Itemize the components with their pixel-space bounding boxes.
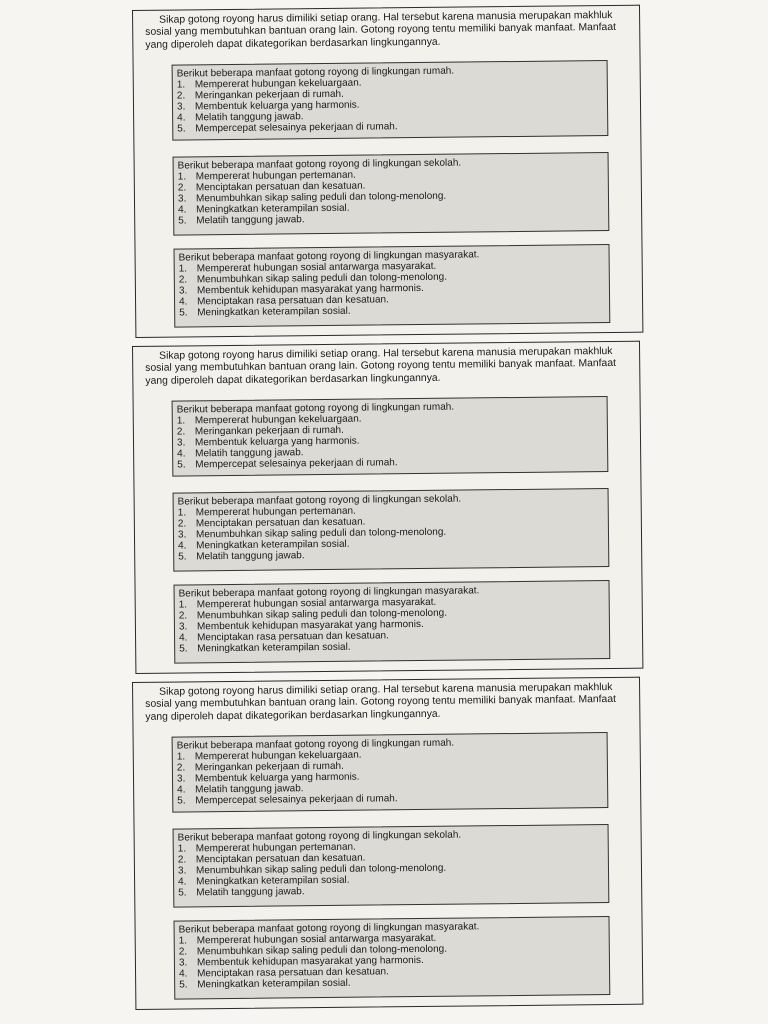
item-number: 1. (178, 599, 188, 611)
school-benefits-title: Berikut beberapa manfaat gotong royong di lingkungan sekolah. (177, 829, 462, 844)
home-benefits-title: Berikut beberapa manfaat gotong royong di lingkungan rumah. (176, 737, 455, 752)
item-number: 3. (178, 621, 188, 633)
item-text: Membentuk keluarga yang harmonis. (194, 99, 360, 113)
home-benefits-box (172, 60, 609, 141)
item-number: 2. (178, 946, 188, 958)
item-number: 2. (177, 518, 187, 530)
home-benefits-list (177, 747, 602, 806)
item-number: 2. (176, 762, 186, 774)
item-number: 1. (178, 263, 188, 275)
intro-paragraph: Sikap gotong royong harus dimiliki setiap orang. Hal tersebut karena manusia merupakan makhluk sosial yang membutuhkan bantuan orang lain. Gotong royong tentu memiliki banyak manfaat. Manfaat yang diperoleh dapat dikategorikan berdasarkan lingkungannya. (145, 681, 617, 723)
home-benefits-box (172, 396, 609, 477)
item-text: Mempererat hubungan sosial antarwarga masyarakat. (196, 596, 437, 611)
item-text: Mempercepat selesainya pekerjaan di rumah. (195, 457, 398, 471)
home-benefits-list (177, 75, 602, 134)
item-text: Menumbuhkan sikap saling peduli dan tolong-menolong. (195, 526, 447, 541)
item-number: 1. (176, 415, 186, 427)
item-number: 5. (178, 551, 187, 563)
item-number: 2. (176, 426, 186, 438)
item-text: Membentuk keluarga yang harmonis. (194, 435, 360, 449)
worksheet-card-3 (132, 677, 643, 1010)
community-benefits-title: Berikut beberapa manfaat gotong royong di lingkungan masyarakat. (178, 585, 480, 600)
item-number: 3. (177, 865, 187, 877)
item-text: Mempererat hubungan pertemanan. (195, 505, 356, 519)
worksheet-card-1 (132, 5, 643, 338)
community-benefits-box (174, 244, 611, 328)
item-text: Mempererat hubungan kekeluargaan. (194, 749, 362, 763)
home-benefits-title: Berikut beberapa manfaat gotong royong di lingkungan rumah. (176, 401, 455, 416)
item-text: Melatih tanggung jawab. (196, 214, 305, 227)
item-text: Mempererat hubungan pertemanan. (195, 169, 356, 183)
community-benefits-list (179, 931, 604, 990)
item-number: 1. (177, 507, 187, 519)
item-text: Mempercepat selesainya pekerjaan di rumah. (195, 121, 398, 135)
item-number: 3. (176, 773, 186, 785)
item-text: Meningkatkan keterampilan sosial. (197, 641, 351, 655)
item-number: 3. (177, 529, 187, 541)
item-number: 4. (177, 448, 186, 460)
item-number: 3. (176, 101, 186, 113)
item-text: Meningkatkan keterampilan sosial. (196, 202, 350, 216)
item-text: Mempercepat selesainya pekerjaan di rumah. (195, 793, 398, 807)
item-number: 5. (179, 307, 188, 319)
item-number: 3. (177, 193, 187, 205)
school-benefits-box (173, 824, 610, 908)
item-number: 4. (178, 204, 187, 216)
item-number: 5. (178, 887, 187, 899)
community-benefits-box (174, 580, 611, 664)
item-text: Menciptakan rasa persatuan dan kesatuan. (197, 966, 389, 980)
item-text: Mempererat hubungan kekeluargaan. (194, 77, 362, 91)
item-text: Meringankan pekerjaan di rumah. (194, 424, 344, 438)
school-benefits-list (178, 503, 603, 562)
school-benefits-title: Berikut beberapa manfaat gotong royong di lingkungan sekolah. (177, 493, 462, 508)
item-text: Menciptakan persatuan dan kesatuan. (195, 180, 366, 194)
home-benefits-title: Berikut beberapa manfaat gotong royong di lingkungan rumah. (176, 65, 455, 80)
item-text: Meningkatkan keterampilan sosial. (197, 305, 351, 319)
item-number: 5. (179, 979, 188, 991)
item-number: 1. (177, 843, 187, 855)
item-text: Meningkatkan keterampilan sosial. (196, 874, 350, 888)
item-number: 2. (177, 854, 187, 866)
intro-paragraph: Sikap gotong royong harus dimiliki setiap orang. Hal tersebut karena manusia merupakan makhluk sosial yang membutuhkan bantuan orang lain. Gotong royong tentu memiliki banyak manfaat. Manfaat yang diperoleh dapat dikategorikan berdasarkan lingkungannya. (145, 9, 617, 51)
item-text: Menumbuhkan sikap saling peduli dan tolong-menolong. (196, 943, 448, 958)
item-number: 1. (176, 751, 186, 763)
worksheet-card-2 (132, 341, 643, 674)
item-text: Meningkatkan keterampilan sosial. (196, 538, 350, 552)
item-text: Melatih tanggung jawab. (196, 550, 305, 563)
item-text: Mempererat hubungan sosial antarwarga masyarakat. (196, 260, 437, 275)
home-benefits-box (172, 732, 609, 813)
item-number: 4. (179, 632, 188, 644)
item-text: Menumbuhkan sikap saling peduli dan tolong-menolong. (195, 190, 447, 205)
item-text: Menciptakan persatuan dan kesatuan. (195, 852, 366, 866)
item-text: Meningkatkan keterampilan sosial. (197, 977, 351, 991)
community-benefits-box (174, 916, 611, 1000)
item-text: Menumbuhkan sikap saling peduli dan tolong-menolong. (195, 862, 447, 877)
item-number: 1. (176, 79, 186, 91)
community-benefits-list (179, 595, 604, 654)
item-number: 2. (178, 610, 188, 622)
home-benefits-list (177, 411, 602, 470)
item-number: 5. (178, 215, 187, 227)
item-number: 4. (178, 540, 187, 552)
item-text: Membentuk kehidupan masyarakat yang harmonis. (196, 954, 424, 969)
community-benefits-title: Berikut beberapa manfaat gotong royong di lingkungan masyarakat. (178, 249, 480, 264)
item-text: Membentuk kehidupan masyarakat yang harmonis. (196, 282, 424, 297)
item-text: Membentuk kehidupan masyarakat yang harmonis. (196, 618, 424, 633)
item-text: Meringankan pekerjaan di rumah. (194, 88, 344, 102)
item-number: 4. (177, 112, 186, 124)
item-text: Melatih tanggung jawab. (195, 783, 304, 796)
item-number: 5. (177, 123, 186, 135)
item-number: 2. (177, 182, 187, 194)
school-benefits-box (173, 152, 610, 236)
item-number: 4. (178, 876, 187, 888)
community-benefits-title: Berikut beberapa manfaat gotong royong di lingkungan masyarakat. (178, 921, 480, 936)
intro-paragraph: Sikap gotong royong harus dimiliki setiap orang. Hal tersebut karena manusia merupakan makhluk sosial yang membutuhkan bantuan orang lain. Gotong royong tentu memiliki banyak manfaat. Manfaat yang diperoleh dapat dikategorikan berdasarkan lingkungannya. (145, 345, 617, 387)
item-number: 1. (177, 171, 187, 183)
item-number: 5. (179, 643, 188, 655)
item-text: Meringankan pekerjaan di rumah. (194, 760, 344, 774)
item-number: 5. (177, 459, 186, 471)
item-text: Menciptakan persatuan dan kesatuan. (195, 516, 366, 530)
item-text: Melatih tanggung jawab. (196, 886, 305, 899)
item-text: Mempererat hubungan kekeluargaan. (194, 413, 362, 427)
item-text: Menciptakan rasa persatuan dan kesatuan. (197, 294, 389, 308)
school-benefits-list (178, 167, 603, 226)
item-text: Mempererat hubungan sosial antarwarga masyarakat. (196, 932, 437, 947)
item-text: Menumbuhkan sikap saling peduli dan tolong-menolong. (196, 271, 448, 286)
item-number: 2. (176, 90, 186, 102)
item-number: 4. (179, 296, 188, 308)
item-text: Membentuk keluarga yang harmonis. (194, 771, 360, 785)
item-number: 5. (177, 795, 186, 807)
item-text: Menciptakan rasa persatuan dan kesatuan. (197, 630, 389, 644)
item-text: Melatih tanggung jawab. (195, 447, 304, 460)
item-text: Mempererat hubungan pertemanan. (195, 841, 356, 855)
item-number: 1. (178, 935, 188, 947)
item-number: 4. (179, 968, 188, 980)
item-number: 3. (176, 437, 186, 449)
item-number: 4. (177, 784, 186, 796)
school-benefits-box (173, 488, 610, 572)
school-benefits-title: Berikut beberapa manfaat gotong royong di lingkungan sekolah. (177, 157, 462, 172)
item-text: Menumbuhkan sikap saling peduli dan tolong-menolong. (196, 607, 448, 622)
item-number: 2. (178, 274, 188, 286)
community-benefits-list (179, 259, 604, 318)
item-number: 3. (178, 957, 188, 969)
item-number: 3. (178, 285, 188, 297)
school-benefits-list (178, 839, 603, 898)
item-text: Melatih tanggung jawab. (195, 111, 304, 124)
